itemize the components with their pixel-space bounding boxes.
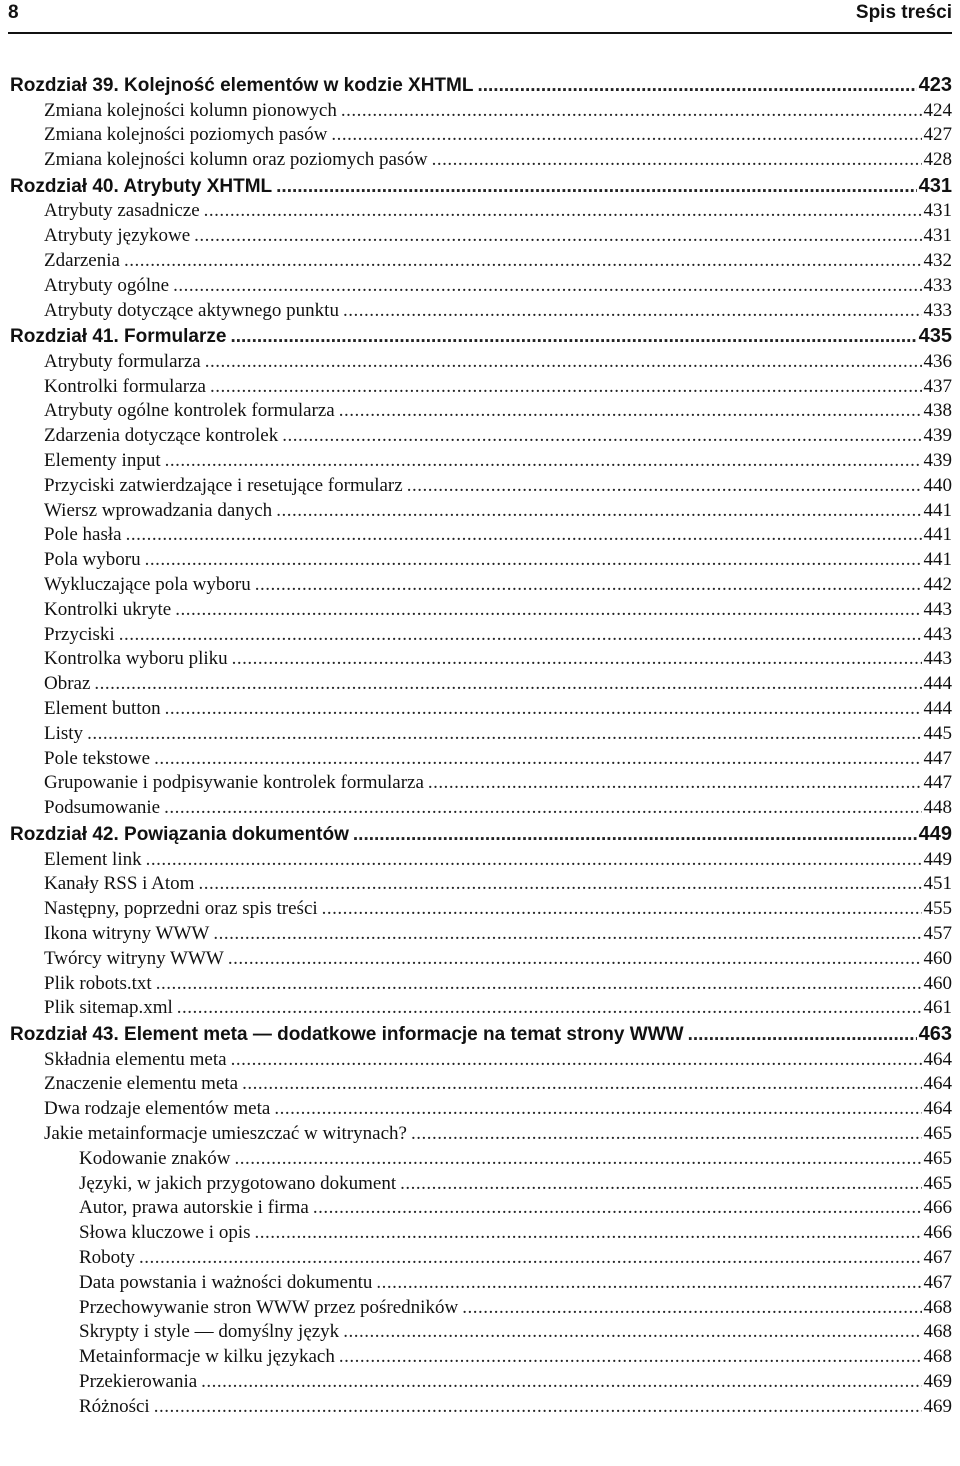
toc-entry-page: 439 (923, 450, 952, 472)
toc-entry-page: 431 (923, 200, 952, 222)
toc-entry-title: Zmiana kolejności poziomych pasów (44, 124, 328, 146)
dot-leader (124, 249, 922, 274)
toc-entry-title: Plik sitemap.xml (44, 997, 173, 1019)
dot-leader (175, 598, 921, 623)
toc-entry[interactable] (10, 897, 952, 922)
toc-entry[interactable] (10, 672, 952, 697)
toc-entry-title: Przechowywanie stron WWW przez pośredników (79, 1296, 459, 1318)
toc-entry-title: Zdarzenia (44, 249, 120, 271)
dot-leader (688, 1022, 917, 1049)
dot-leader (322, 897, 922, 922)
toc-entry-title: Rozdział 40. Atrybuty XHTML (10, 175, 273, 197)
toc-entry-title: Autor, prawa autorskie i firma (79, 1197, 309, 1219)
toc-entry-title: Ikona witryny WWW (44, 922, 210, 944)
dot-leader (198, 872, 921, 897)
toc-entry-page: 431 (923, 225, 952, 247)
toc-entry-page: 442 (923, 574, 952, 596)
dot-leader (343, 299, 922, 324)
toc-entry-page: 441 (923, 524, 952, 546)
dot-leader (165, 697, 922, 722)
toc-entry-page: 467 (923, 1246, 952, 1268)
toc-entry-page: 469 (923, 1395, 952, 1417)
toc-entry-title: Skrypty i style — domyślny język (79, 1321, 340, 1343)
toc-entry-title: Składnia elementu meta (44, 1048, 227, 1070)
dot-leader (87, 722, 921, 747)
toc-entry[interactable] (10, 274, 952, 299)
toc-entry-title: Rozdział 39. Kolejność elementów w kodzie XHTML (10, 75, 474, 96)
toc-entry-page: 448 (923, 797, 952, 819)
dot-leader (376, 1271, 921, 1296)
toc-entry[interactable] (10, 548, 952, 573)
dot-leader (339, 399, 922, 424)
toc-entry-page: 444 (923, 698, 952, 720)
toc-entry[interactable] (10, 399, 952, 424)
dot-leader (432, 148, 922, 173)
toc-entry-page: 465 (923, 1122, 952, 1144)
toc-entry[interactable] (10, 1072, 952, 1097)
toc-entry-page: 440 (923, 474, 952, 496)
toc-entry[interactable] (10, 722, 952, 747)
toc-entry[interactable] (10, 697, 952, 722)
toc-entry[interactable] (10, 922, 952, 947)
toc-entry-title: Dwa rodzaje elementów meta (44, 1098, 271, 1120)
toc-entry-page: 428 (923, 149, 952, 171)
toc-entry-page: 424 (923, 99, 952, 121)
toc-entry-page: 468 (923, 1296, 952, 1318)
toc-entry[interactable] (10, 350, 952, 375)
toc-entry-title: Jakie metainformacje umieszczać w witrynach? (44, 1122, 407, 1144)
toc-entry-page: 468 (923, 1321, 952, 1343)
dot-leader (230, 324, 916, 351)
page-number: 8 (8, 2, 19, 23)
toc-entry-page: 455 (923, 898, 952, 920)
toc-entry[interactable] (10, 598, 952, 623)
dot-leader (173, 274, 921, 299)
toc-entry-title: Wiersz wprowadzania danych (44, 499, 273, 521)
toc-entry-page: 433 (923, 299, 952, 321)
toc-entry[interactable] (10, 747, 952, 772)
toc-entry-title: Roboty (79, 1246, 135, 1268)
toc-entry-title: Zmiana kolejności kolumn oraz poziomych pasów (44, 149, 428, 171)
dot-leader (331, 123, 921, 148)
toc-entry-title: Znaczenie elementu meta (44, 1073, 239, 1095)
toc-entry-title: Kontrolki ukryte (44, 598, 172, 620)
dot-leader (234, 1147, 921, 1172)
toc-entry-title: Przyciski zatwierdzające i resetujące formularz (44, 474, 403, 496)
toc-chapter-entry[interactable] (10, 1021, 952, 1048)
toc-entry[interactable] (10, 796, 952, 821)
toc-entry-page: 464 (923, 1048, 952, 1070)
table-of-contents (10, 72, 952, 1420)
toc-entry-page: 441 (923, 549, 952, 571)
toc-entry-title: Plik robots.txt (44, 972, 152, 994)
toc-entry-page: 431 (918, 174, 952, 197)
toc-entry-title: Rozdział 43. Element meta — dodatkowe informacje na temat strony WWW (10, 1024, 684, 1046)
toc-entry-title: Kodowanie znaków (79, 1147, 231, 1169)
dot-leader (145, 548, 922, 573)
toc-entry[interactable] (10, 848, 952, 873)
toc-entry-title: Pole tekstowe (44, 747, 151, 769)
dot-leader (164, 796, 921, 821)
toc-chapter-entry[interactable] (10, 323, 952, 350)
toc-entry-title: Języki, w jakich przygotowano dokument (79, 1172, 397, 1194)
toc-entry[interactable] (10, 1172, 952, 1197)
toc-entry-title: Rozdział 42. Powiązania dokumentów (10, 824, 349, 846)
toc-entry-page: 466 (923, 1197, 952, 1219)
toc-entry-page: 465 (923, 1147, 952, 1169)
dot-leader (126, 523, 922, 548)
toc-entry[interactable] (10, 199, 952, 224)
toc-entry-page: 447 (923, 772, 952, 794)
toc-entry-title: Atrybuty ogólne kontrolek formularza (44, 400, 335, 422)
toc-entry-page: 464 (923, 1098, 952, 1120)
toc-entry-page: 449 (923, 848, 952, 870)
dot-leader (276, 499, 921, 524)
toc-entry-title: Atrybuty zasadnicze (44, 200, 200, 222)
toc-entry-page: 447 (923, 747, 952, 769)
toc-entry[interactable] (10, 224, 952, 249)
toc-entry-page: 449 (918, 823, 952, 846)
toc-entry[interactable] (10, 947, 952, 972)
dot-leader (210, 375, 922, 400)
toc-entry-title: Zdarzenia dotyczące kontrolek (44, 425, 279, 447)
toc-entry[interactable] (10, 623, 952, 648)
toc-entry-title: Kontrolka wyboru pliku (44, 648, 228, 670)
toc-entry-page: 423 (918, 74, 952, 96)
toc-entry-title: Kanały RSS i Atom (44, 873, 195, 895)
dot-leader (194, 224, 921, 249)
toc-entry-page: 427 (923, 124, 952, 146)
toc-entry[interactable] (10, 771, 952, 796)
dot-leader (477, 73, 916, 100)
dot-leader (274, 1097, 921, 1122)
dot-leader (232, 647, 922, 672)
dot-leader (154, 1395, 922, 1420)
toc-entry-title: Przyciski (44, 623, 115, 645)
toc-entry[interactable] (10, 1147, 952, 1172)
toc-entry[interactable] (10, 474, 952, 499)
toc-entry-page: 464 (923, 1073, 952, 1095)
toc-entry-page: 444 (923, 673, 952, 695)
dot-leader (313, 1196, 922, 1221)
dot-leader (228, 947, 922, 972)
toc-entry-page: 435 (918, 325, 952, 348)
dot-leader (154, 747, 921, 772)
dot-leader (343, 1320, 921, 1345)
toc-entry-page: 445 (923, 722, 952, 744)
dot-leader (139, 1246, 922, 1271)
toc-entry-title: Atrybuty językowe (44, 225, 191, 247)
toc-entry-page: 432 (923, 249, 952, 271)
toc-entry-title: Pole hasła (44, 524, 122, 546)
toc-entry-page: 443 (923, 648, 952, 670)
dot-leader (231, 1048, 922, 1073)
toc-entry-page: 469 (923, 1370, 952, 1392)
dot-leader (462, 1296, 921, 1321)
toc-entry-page: 467 (923, 1271, 952, 1293)
toc-entry[interactable] (10, 99, 952, 124)
toc-entry-page: 451 (923, 873, 952, 895)
toc-entry-page: 465 (923, 1172, 952, 1194)
dot-leader (242, 1072, 921, 1097)
toc-entry-title: Różności (79, 1395, 150, 1417)
toc-entry[interactable] (10, 872, 952, 897)
running-title: Spis treści (855, 2, 952, 23)
toc-entry-title: Rozdział 41. Formularze (10, 326, 227, 348)
toc-entry[interactable] (10, 1048, 952, 1073)
toc-entry-title: Atrybuty ogólne (44, 274, 170, 296)
toc-entry-title: Twórcy witryny WWW (44, 947, 224, 969)
toc-entry[interactable] (10, 1097, 952, 1122)
toc-entry[interactable] (10, 523, 952, 548)
toc-entry[interactable] (10, 573, 952, 598)
toc-entry-title: Podsumowanie (44, 797, 161, 819)
toc-entry[interactable] (10, 249, 952, 274)
toc-entry-title: Kontrolki formularza (44, 375, 206, 397)
toc-entry-page: 437 (923, 375, 952, 397)
toc-entry-page: 439 (923, 425, 952, 447)
toc-entry-title: Listy (44, 722, 84, 744)
dot-leader (282, 424, 921, 449)
toc-entry-title: Grupowanie i podpisywanie kontrolek formularza (44, 772, 424, 794)
toc-entry[interactable] (10, 1221, 952, 1246)
toc-entry[interactable] (10, 375, 952, 400)
toc-entry-page: 433 (923, 274, 952, 296)
toc-entry[interactable] (10, 1196, 952, 1221)
toc-entry[interactable] (10, 299, 952, 324)
toc-entry[interactable] (10, 1395, 952, 1420)
toc-entry-title: Obraz (44, 673, 91, 695)
toc-entry-page: 443 (923, 598, 952, 620)
dot-leader (255, 573, 922, 598)
toc-entry-title: Elementy input (44, 450, 161, 472)
toc-entry[interactable] (10, 972, 952, 997)
toc-entry-title: Przekierowania (79, 1370, 198, 1392)
dot-leader (341, 99, 922, 124)
dot-leader (165, 449, 922, 474)
toc-entry-page: 457 (923, 922, 952, 944)
dot-leader (339, 1345, 922, 1370)
dot-leader (428, 771, 922, 796)
toc-entry[interactable] (10, 1345, 952, 1370)
toc-entry-title: Słowa kluczowe i opis (79, 1222, 251, 1244)
toc-chapter-entry[interactable] (10, 72, 952, 99)
toc-entry[interactable] (10, 647, 952, 672)
dot-leader (177, 996, 922, 1021)
toc-entry[interactable] (10, 996, 952, 1021)
toc-entry[interactable] (10, 123, 952, 148)
toc-entry[interactable] (10, 449, 952, 474)
toc-entry-title: Element button (44, 698, 161, 720)
toc-entry[interactable] (10, 1370, 952, 1395)
toc-entry-page: 436 (923, 350, 952, 372)
toc-entry-page: 443 (923, 623, 952, 645)
dot-leader (204, 199, 922, 224)
toc-entry[interactable] (10, 499, 952, 524)
dot-leader (400, 1172, 921, 1197)
dot-leader (94, 672, 921, 697)
toc-entry-title: Następny, poprzedni oraz spis treści (44, 898, 318, 920)
dot-leader (201, 1370, 921, 1395)
toc-entry[interactable] (10, 1271, 952, 1296)
toc-entry-title: Pola wyboru (44, 549, 141, 571)
toc-entry[interactable] (10, 1320, 952, 1345)
toc-entry-page: 460 (923, 947, 952, 969)
toc-entry[interactable] (10, 1296, 952, 1321)
toc-entry-page: 438 (923, 400, 952, 422)
page-header (8, 0, 952, 34)
dot-leader (353, 822, 917, 849)
dot-leader (276, 174, 916, 201)
toc-entry[interactable] (10, 148, 952, 173)
toc-entry-page: 461 (923, 997, 952, 1019)
toc-entry-title: Data powstania i ważności dokumentu (79, 1271, 373, 1293)
toc-entry-page: 468 (923, 1346, 952, 1368)
dot-leader (407, 474, 922, 499)
toc-entry[interactable] (10, 1246, 952, 1271)
toc-entry-title: Atrybuty dotyczące aktywnego punktu (44, 299, 339, 321)
dot-leader (156, 972, 922, 997)
toc-entry-title: Atrybuty formularza (44, 350, 201, 372)
toc-entry-page: 466 (923, 1222, 952, 1244)
toc-entry-title: Wykluczające pola wyboru (44, 574, 251, 596)
toc-entry-title: Element link (44, 848, 142, 870)
dot-leader (119, 623, 922, 648)
toc-entry-title: Zmiana kolejności kolumn pionowych (44, 99, 337, 121)
toc-entry-page: 441 (923, 499, 952, 521)
dot-leader (205, 350, 922, 375)
toc-entry[interactable] (10, 1122, 952, 1147)
dot-leader (411, 1122, 922, 1147)
dot-leader (255, 1221, 922, 1246)
toc-entry-page: 460 (923, 972, 952, 994)
dot-leader (213, 922, 921, 947)
toc-chapter-entry[interactable] (10, 821, 952, 848)
toc-entry-title: Metainformacje w kilku językach (79, 1346, 335, 1368)
toc-entry[interactable] (10, 424, 952, 449)
toc-entry-page: 463 (918, 1023, 952, 1046)
toc-chapter-entry[interactable] (10, 173, 952, 200)
dot-leader (146, 848, 922, 873)
